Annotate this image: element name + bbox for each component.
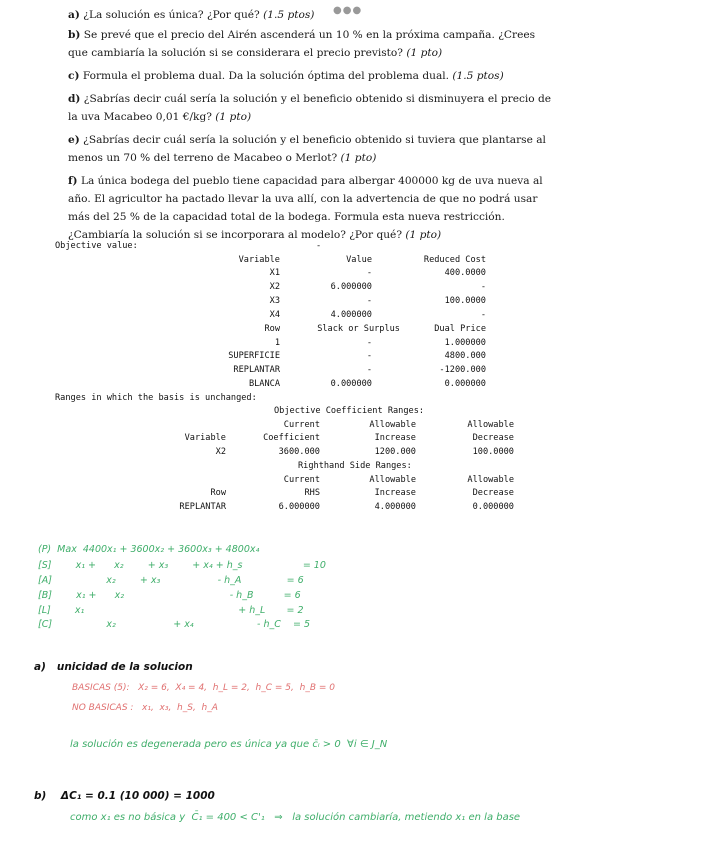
table-cell: - — [480, 282, 486, 292]
table-cell: 4.000000 — [374, 502, 416, 512]
table-header: Allowable — [467, 420, 514, 430]
handwritten-objective: (P) Max 4400x₁ + 3600x₂ + 3600x₃ + 4800x₄ — [38, 544, 260, 555]
answer-b-text: como x₁ es no básica y C̄₁ = 400 < C'₁ ⇒ la solución cambiaría, metiendo x₁ en la base — [70, 812, 521, 823]
table-row: X2 — [215, 447, 226, 457]
table-header: Coefficient — [263, 433, 320, 443]
header-row: Row — [264, 324, 280, 334]
header-slack: Slack or Surplus — [317, 324, 400, 334]
table-cell: 100.0000 — [472, 447, 514, 457]
answer-b-title: b) ΔC₁ = 0.1 (10 000) = 1000 — [34, 790, 215, 802]
table-cell: - — [366, 338, 372, 348]
question-e: e) ¿Sabrías decir cuál sería la solución y el beneficio obtenido si tuviera que plantarse al menos un 70 % del terreno de Macabeo o Merlot? (1 pto) — [68, 134, 546, 164]
table-row: X1 — [269, 268, 280, 278]
objective-value: - — [316, 241, 322, 251]
question-d: d) ¿Sabrías decir cuál sería la solución y el beneficio obtenido si disminuyera el precio de la uva Macabeo 0,01 €/kg? (1 pto) — [68, 93, 552, 123]
table-header: Current — [283, 475, 320, 485]
table-row: BLANCA — [248, 379, 280, 389]
handwritten-constraint: [A] x₂ + x₃ - h_A = 6 — [38, 575, 304, 586]
table-cell: - — [366, 365, 372, 375]
table-cell: -1200.000 — [439, 365, 486, 375]
question-f: f) La única bodega del pueblo tiene capacidad para albergar 400000 kg de uva nueva al año. El agricultor ha pactado llevar la uva allí, con la advertencia de que no podrá usar más del 25 % de la capacidad total de la bodega. Formula esta nueva restricción. ¿Cambiaría la solución si se incorporara al modelo? ¿Por qué? (1 pto) — [68, 175, 543, 241]
table-cell: 1200.000 — [374, 447, 416, 457]
rhs-title: Righthand Side Ranges: — [298, 461, 412, 471]
answer-a-title: a) unicidad de la solucion — [34, 661, 193, 673]
answer-a-conclusion: la solución es degenerada pero es única ya que c̄ᵢ > 0 ∀i ∈ J_N — [70, 739, 388, 750]
objective-label: Objective value: — [55, 241, 138, 251]
table-row: X3 — [269, 296, 280, 306]
table-row: REPLANTAR — [179, 502, 226, 512]
table-cell: 100.0000 — [444, 296, 486, 306]
table-row: 1 — [274, 338, 280, 348]
table-header: Increase — [374, 433, 416, 443]
table-cell: - — [366, 268, 372, 278]
table-cell: 3600.000 — [278, 447, 320, 457]
answer-a-basicas: BASICAS (5): X₂ = 6, X₄ = 4, h_L = 2, h_C = 5, h_B = 0 — [72, 683, 335, 693]
header-variable: Variable — [238, 255, 280, 265]
table-row: X4 — [269, 310, 280, 320]
obj-ranges-title: Objective Coefficient Ranges: — [274, 406, 425, 416]
table-header: Decrease — [472, 433, 514, 443]
question-a: a) ¿La solución es única? ¿Por qué? (1.5 ptos) — [68, 9, 315, 21]
handwritten-constraint: [B] x₁ + x₂ - h_B = 6 — [38, 590, 301, 601]
table-cell: 4800.000 — [444, 351, 486, 361]
handwritten-constraint: [C] x₂ + x₄ - h_C = 5 — [38, 619, 310, 630]
question-c: c) Formula el problema dual. Da la solución óptima del problema dual. (1.5 ptos) — [68, 70, 504, 82]
table-header: Allowable — [369, 420, 416, 430]
table-cell: 0.000000 — [330, 379, 372, 389]
table-cell: 0.000000 — [472, 502, 514, 512]
ranges-title: Ranges in which the basis is unchanged: — [55, 393, 257, 403]
header-reduced-cost: Reduced Cost — [423, 255, 486, 265]
table-header: Current — [283, 420, 320, 430]
table-cell: - — [366, 351, 372, 361]
table-header: Allowable — [369, 475, 416, 485]
table-header: RHS — [304, 488, 320, 498]
table-header: Row — [210, 488, 226, 498]
header-value: Value — [346, 255, 372, 265]
table-header: Allowable — [467, 475, 514, 485]
table-cell: 0.000000 — [444, 379, 486, 389]
answer-a-nobasicas: NO BASICAS : x₁, x₃, h_S, h_A — [72, 703, 218, 713]
question-b: b) Se prevé que el precio del Airén ascenderá un 10 % en la próxima campaña. ¿Crees que cambiaría la solución si se considerara el precio previsto? (1 pto) — [68, 29, 536, 59]
handwritten-constraint: [S] x₁ + x₂ + x₃ + x₄ + h_s = 10 — [38, 560, 326, 571]
table-cell: 6.000000 — [330, 282, 372, 292]
table-row: X2 — [269, 282, 280, 292]
table-header: Variable — [184, 433, 226, 443]
table-header: Increase — [374, 488, 416, 498]
handwritten-constraint: [L] x₁ + h_L = 2 — [38, 605, 304, 616]
table-cell: 1.000000 — [444, 338, 486, 348]
more-icon: ●●● — [333, 5, 363, 16]
table-cell: 400.0000 — [444, 268, 486, 278]
table-row: REPLANTAR — [233, 365, 280, 375]
table-cell: - — [366, 296, 372, 306]
table-header: Decrease — [472, 488, 514, 498]
table-cell: 4.000000 — [330, 310, 372, 320]
table-row: SUPERFICIE — [228, 351, 280, 361]
table-cell: - — [480, 310, 486, 320]
table-cell: 6.000000 — [278, 502, 320, 512]
header-dual-price: Dual Price — [434, 324, 486, 334]
